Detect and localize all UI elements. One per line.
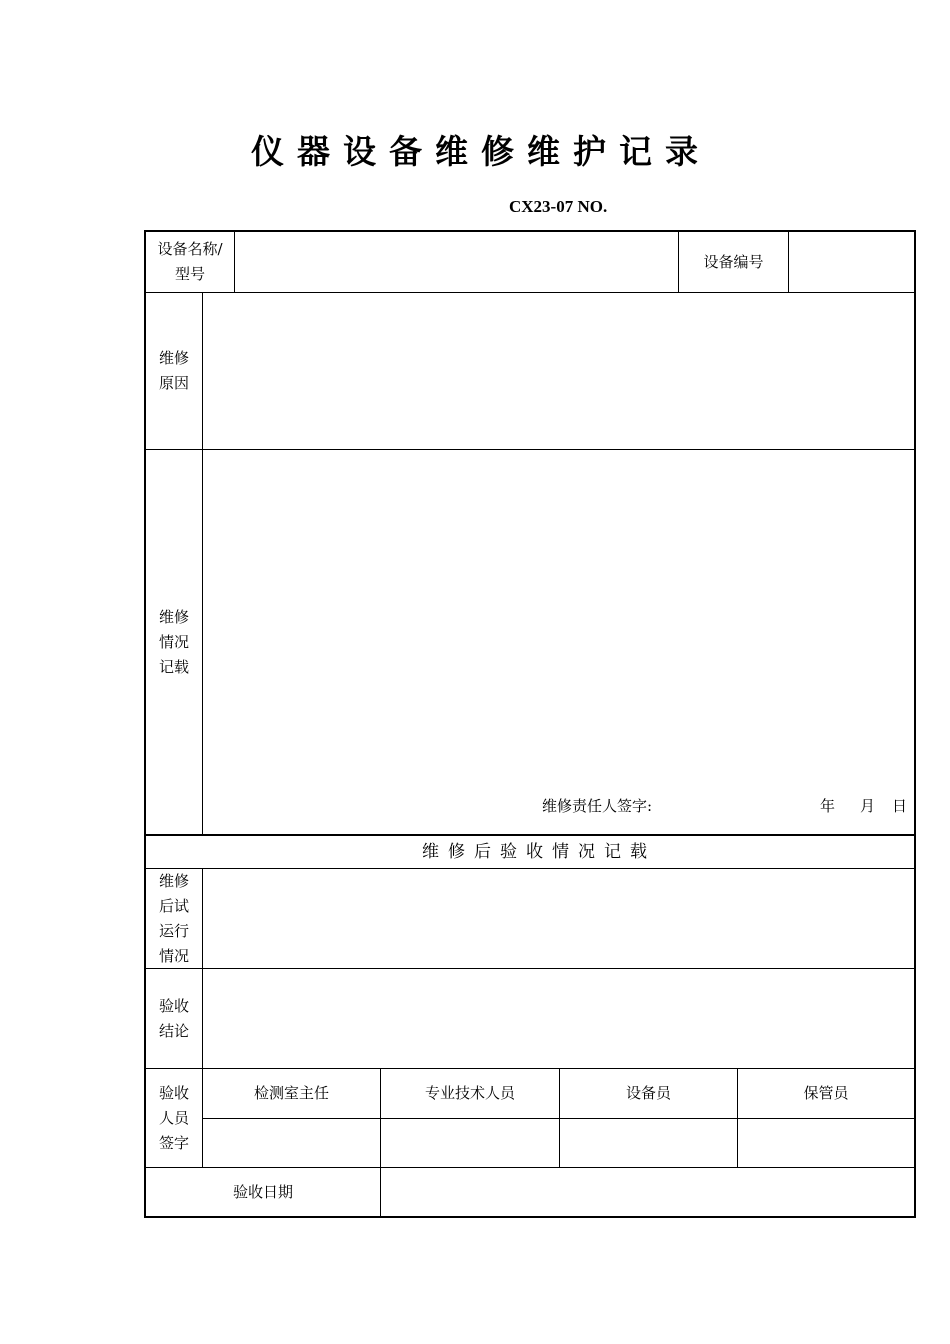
signer-technician-field[interactable] — [381, 1119, 559, 1167]
repair-record-label-line1: 维修 — [158, 607, 189, 626]
repair-reason-field[interactable] — [203, 293, 914, 449]
trial-run-label-line3: 运行 — [158, 921, 189, 940]
acceptance-signers-label-line3: 签字 — [158, 1133, 189, 1152]
acceptance-conclusion-field[interactable] — [203, 969, 914, 1068]
signer-custodian-title: 保管员 — [803, 1084, 849, 1102]
signer-lab-director-title: 检测室主任 — [253, 1084, 329, 1102]
trial-run-field[interactable] — [203, 869, 914, 968]
device-number-label: 设备编号 — [703, 252, 764, 271]
repair-record-label — [146, 450, 202, 834]
device-name-label-line2: 型号 — [174, 265, 205, 283]
signer-custodian-field[interactable] — [738, 1119, 914, 1167]
acceptance-date-field[interactable] — [381, 1168, 914, 1216]
trial-run-label — [146, 869, 202, 968]
acceptance-signers-label-line1: 验收 — [158, 1083, 189, 1102]
acceptance-conclusion-label-line1: 验收 — [158, 996, 189, 1015]
date-month-label: 月 — [860, 797, 876, 815]
signer-lab-director-field[interactable] — [203, 1119, 380, 1167]
acceptance-conclusion-label-line2: 结论 — [158, 1021, 189, 1040]
acceptance-signers-label — [146, 1069, 202, 1167]
repair-signature-label: 维修责任人签字: — [542, 797, 653, 815]
maintenance-record-form — [144, 230, 916, 1218]
repair-record-label-line3: 记载 — [158, 657, 189, 676]
repair-reason-label-line2: 原因 — [158, 374, 189, 392]
date-day-label: 日 — [892, 797, 908, 815]
date-year-label: 年 — [820, 797, 836, 815]
repair-record-label-line2: 情况 — [158, 632, 189, 651]
acceptance-date-label: 验收日期 — [232, 1182, 293, 1201]
device-name-label-line1: 设备名称/ — [157, 240, 223, 258]
device-number-field[interactable] — [789, 232, 914, 292]
signer-equipment-officer-field[interactable] — [560, 1119, 737, 1167]
repair-reason-label — [146, 293, 202, 449]
trial-run-label-line2: 后试 — [158, 896, 189, 915]
signer-technician-title: 专业技术人员 — [424, 1084, 515, 1102]
trial-run-label-line1: 维修 — [158, 871, 189, 890]
acceptance-conclusion-label — [146, 969, 202, 1068]
acceptance-signers-label-line2: 人员 — [158, 1108, 189, 1127]
signer-equipment-officer-title: 设备员 — [625, 1084, 671, 1102]
document-title: 仪器设备维修维护记录 — [251, 132, 711, 171]
repair-record-field[interactable] — [203, 450, 914, 834]
trial-run-label-line4: 情况 — [158, 946, 189, 965]
form-code: CX23-07 NO. — [509, 197, 608, 216]
acceptance-section-title: 维修后验收情况记载 — [422, 841, 656, 862]
device-name-label — [146, 232, 234, 292]
repair-reason-label-line1: 维修 — [158, 349, 189, 367]
device-name-field[interactable] — [235, 232, 678, 292]
